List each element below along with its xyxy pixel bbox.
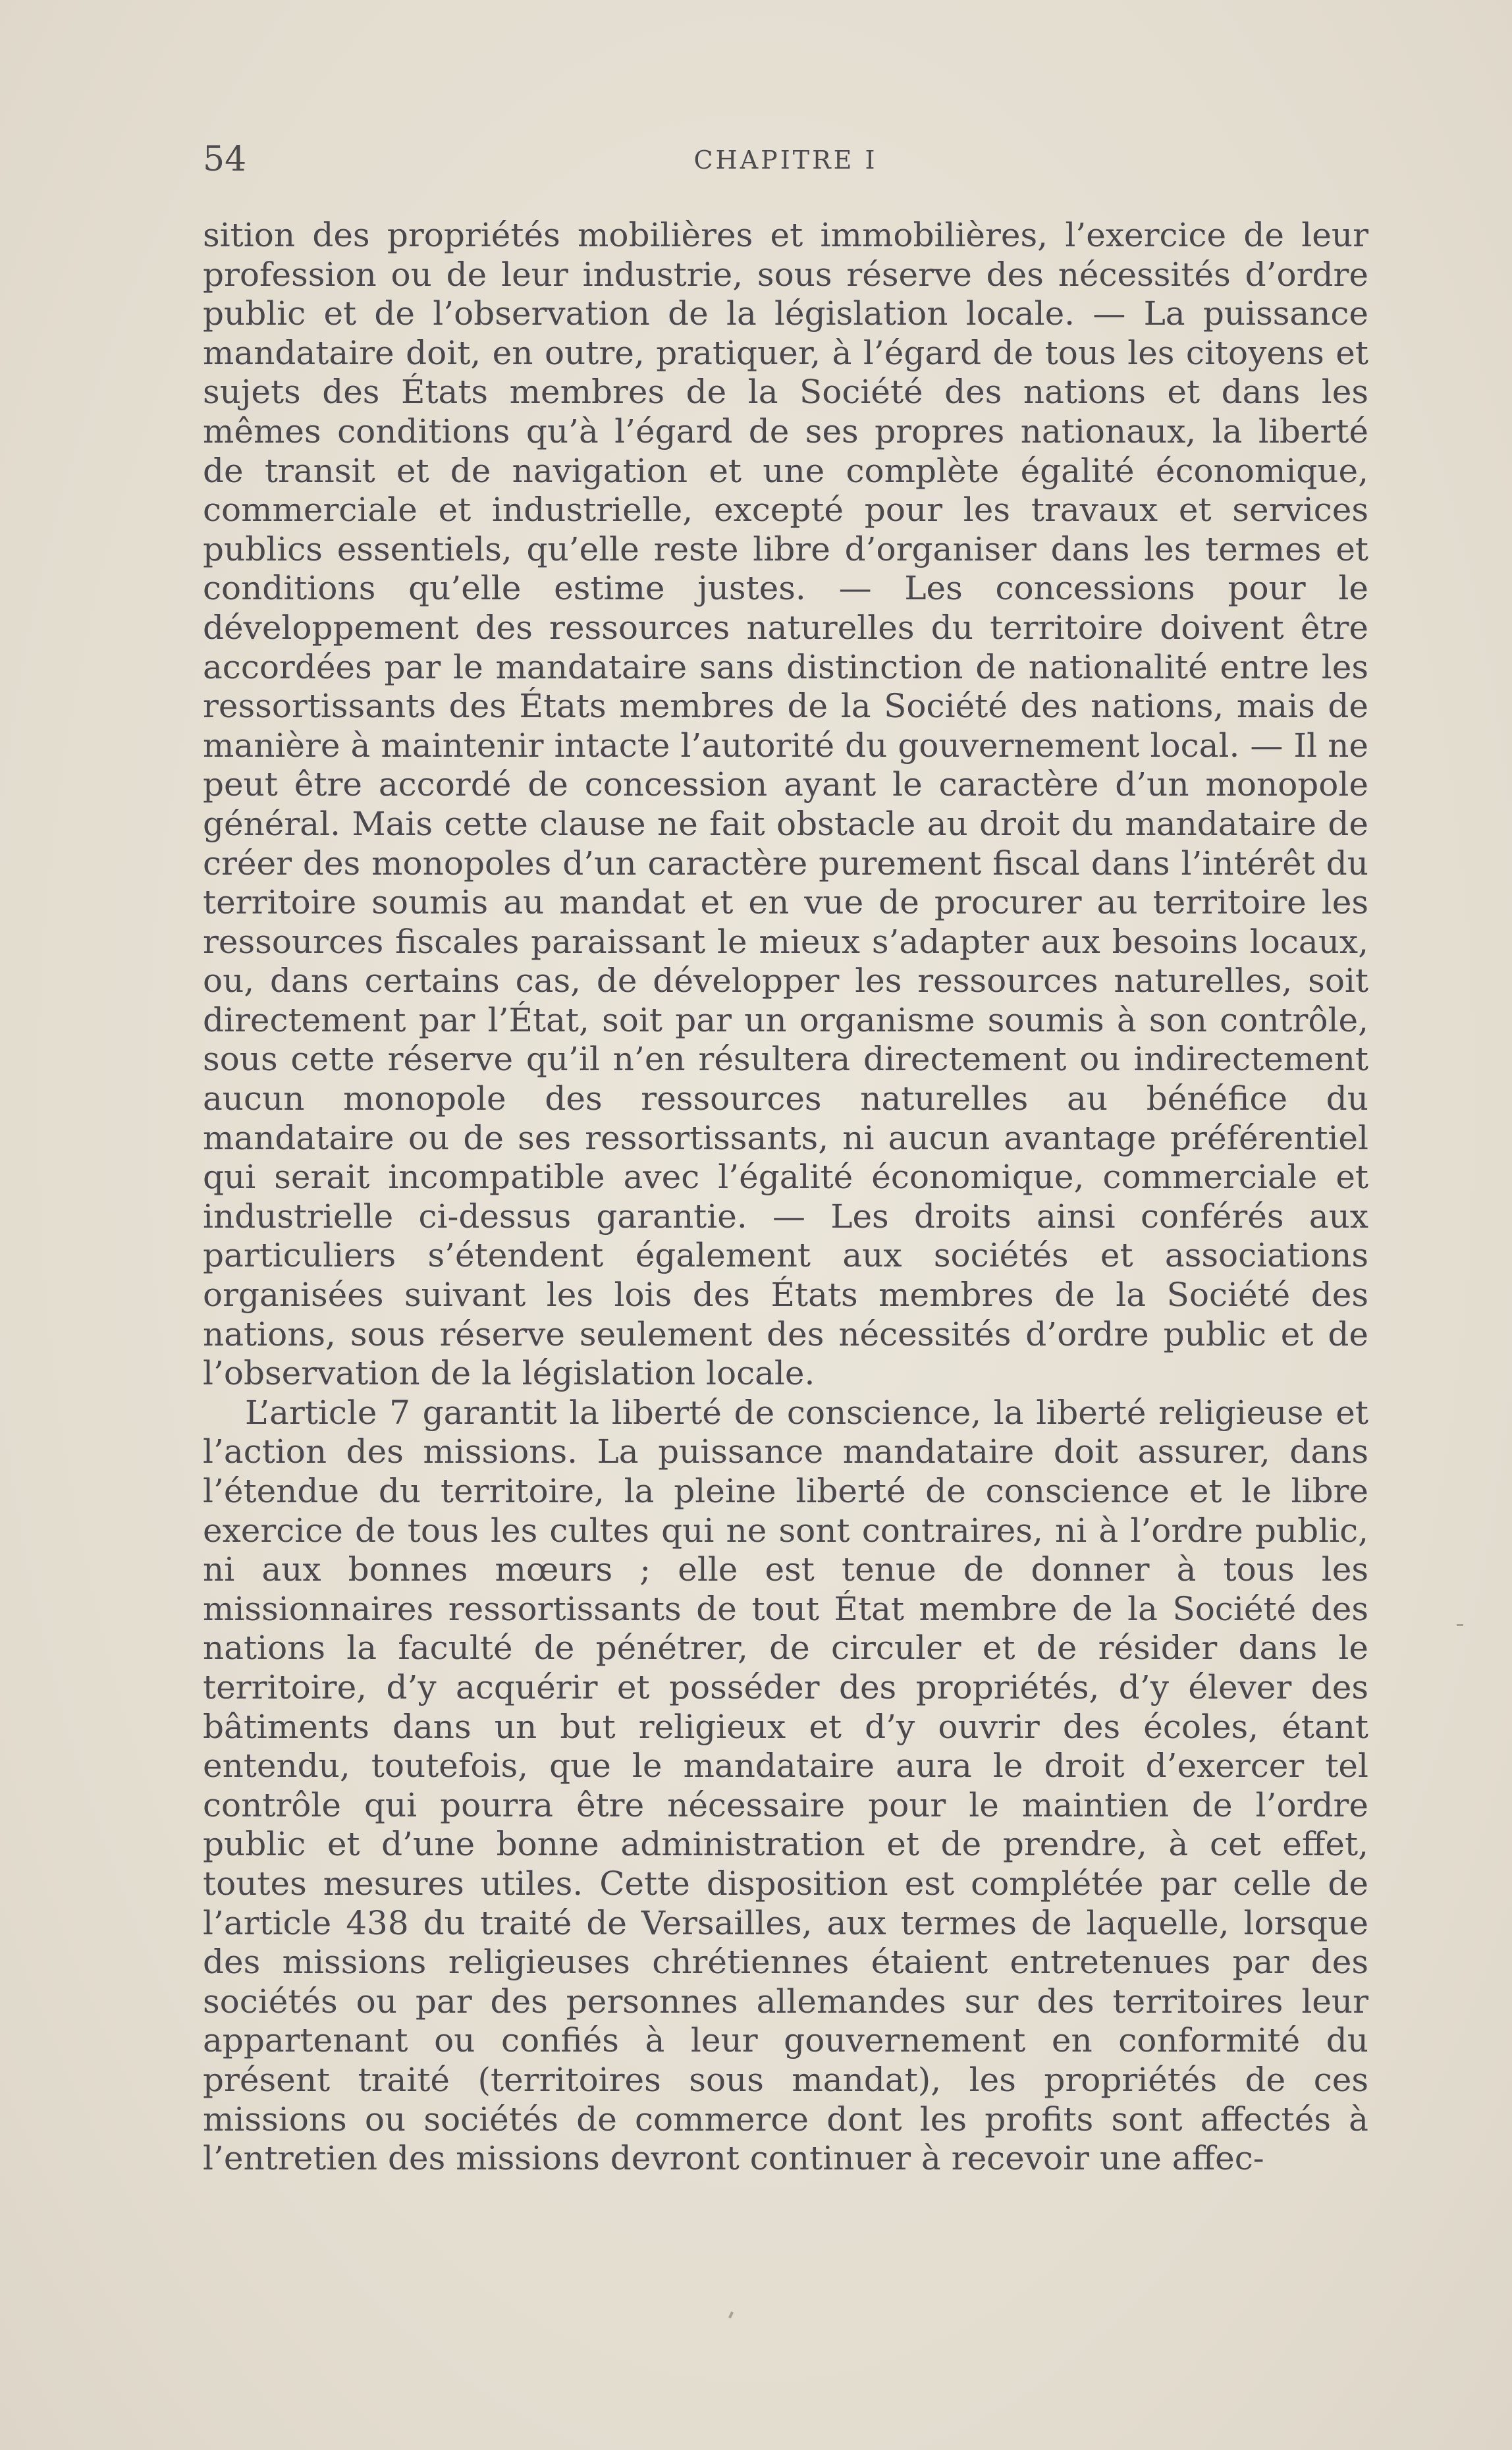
paper-speck (728, 2312, 734, 2319)
chapter-title: CHAPITRE I (693, 146, 878, 175)
paper-speck (1457, 1624, 1463, 1626)
running-head (203, 140, 1368, 186)
paragraph-article-7: L’article 7 garantit la liberté de conscience, la liberté religieuse et l’action des missions. La puissance mandataire doit assurer, dans l’étendue du territoire, la pleine liberté de conscience et le libre exercice de tous les cultes qui ne sont contraires, ni à l’ordre public, ni aux bonnes mœurs ; elle est tenue de donner à tous les missionnaires ressortissants de tout État membre de la Société des nations la faculté de pénétrer, de circuler et de résider dans le territoire, d’y acquérir et posséder des propriétés, d’y élever des bâtiments dans un but religieux et d’y ouvrir des écoles, étant entendu, toutefois, que le mandataire aura le droit d’exercer tel contrôle qui pourra être nécessaire pour le maintien de l’ordre public et d’une bonne administration et de prendre, à cet effet, toutes mesures utiles. Cette disposition est complétée par celle de l’article 438 du traité de Versailles, aux termes de laquelle, lorsque des missions religieuses chrétiennes étaient entretenues par des sociétés ou par des personnes allemandes sur des territoires leur appartenant ou confiés à leur gouvernement en conformité du présent traité (territoires sous mandat), les propriétés de ces missions ou sociétés de commerce dont les profits sont affectés à l’entretien des missions devront continuer à recevoir une affec- (203, 1393, 1368, 2178)
paragraph-continuation: sition des propriétés mobilières et immobilières, l’exercice de leur profession ou de leur industrie, sous réserve des nécessités d’ordre public et de l’observation de la législation locale. — La puissance mandataire doit, en outre, pratiquer, à l’égard de tous les citoyens et sujets des États membres de la Société des nations et dans les mêmes conditions qu’à l’égard de ses propres nationaux, la liberté de transit et de navigation et une complète égalité économique, commerciale et industrielle, excepté pour les travaux et services publics essentiels, qu’elle reste libre d’organiser dans les termes et conditions qu’elle estime justes. — Les concessions pour le développement des ressources naturelles du territoire doivent être accordées par le mandataire sans distinction de nationalité entre les ressortissants des États membres de la Société des nations, mais de manière à maintenir intacte l’autorité du gouvernement local. — Il ne peut être accordé de concession ayant le caractère d’un monopole général. Mais cette clause ne fait obstacle au droit du mandataire de créer des monopoles d’un caractère purement fiscal dans l’intérêt du territoire soumis au mandat et en vue de procurer au territoire les ressources fiscales paraissant le mieux s’adapter aux besoins locaux, ou, dans certains cas, de développer les ressources naturelles, soit directement par l’État, soit par un organisme soumis à son contrôle, sous cette réserve qu’il n’en résultera directement ou indirectement aucun monopole des ressources naturelles au bénéfice du mandataire ou de ses ressortissants, ni aucun avantage préférentiel qui serait incompatible avec l’égalité économique, commerciale et industrielle ci-dessus garantie. — Les droits ainsi conférés aux particuliers s’étendent également aux sociétés et associations organisées suivant les lois des États membres de la Société des nations, sous réserve seulement des nécessités d’ordre public et de l’observation de la législation locale. (203, 216, 1368, 1393)
page-number: 54 (203, 140, 247, 179)
body-text (203, 216, 1368, 2179)
